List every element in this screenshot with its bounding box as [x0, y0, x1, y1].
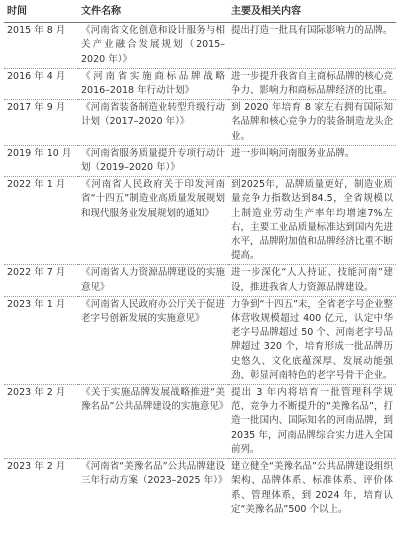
cell-content: 提出 3 年内将培育一批管理科学规范、竞争力不断提升的“美豫名品”，打造一批国内、国际知名的河南品牌，到 2035 年，河南品牌综合实力进入全国前列。	[228, 385, 396, 459]
cell-content: 进一步深化“人人持证、技能河南”建设，推进我省人力资源品牌建设。	[228, 265, 396, 296]
policy-table	[4, 5, 396, 518]
cell-time: 2022 年 7 月	[4, 265, 78, 296]
table-row	[4, 100, 396, 146]
table-row	[4, 145, 396, 176]
table-row	[4, 177, 396, 265]
cell-document: 《关于实施品牌发展战略推进“美豫名品”公共品牌建设的实施意见》	[78, 385, 228, 459]
cell-time: 2023 年 1 月	[4, 296, 78, 384]
table-row	[4, 68, 396, 99]
cell-content: 到 2020 年培育 8 家左右拥有国际知名品牌和核心竞争力的装备制造龙头企业。	[228, 100, 396, 146]
table-row	[4, 459, 396, 518]
cell-time: 2017 年 9 月	[4, 100, 78, 146]
cell-time: 2016 年 4 月	[4, 68, 78, 99]
cell-time: 2023 年 2 月	[4, 385, 78, 459]
cell-content: 进一步提升我省自主商标品牌的核心竞争力、影响力和商标品牌经济的比重。	[228, 68, 396, 99]
table-row	[4, 265, 396, 296]
table-row	[4, 23, 396, 69]
cell-document: 《河南省人民政府关于印发河南省“十四五”制造业高质量发展规划和现代服务业发展规划的通知》	[78, 177, 228, 265]
cell-document: 《河南省实施商标品牌战略 2016–2018 年行动计划》	[78, 68, 228, 99]
cell-content: 建立健全“美豫名品”公共品牌建设组织架构、品牌体系、标准体系、评价体系、管理体系，到 2024 年，培育认定“美豫名品”500 个以上。	[231, 461, 393, 515]
table-header	[4, 5, 396, 23]
cell-content: 到2025年，品牌质量更好，制造业质量竞争力指数达到84.5，全省规模以上制造业劳动生产率年均增速7%左右，主要工业品质量标准达到国内先进水平，品牌附加值和品牌经济比重不断提高。	[228, 177, 396, 265]
cell-time: 2022 年 1 月	[4, 177, 78, 265]
cell-content: 进一步叫响河南服务业品牌。	[228, 145, 396, 176]
cell-document: 《河南省人民政府办公厅关于促进老字号创新发展的实施意见》	[78, 296, 228, 384]
header-time: 时间	[4, 5, 78, 23]
table-row	[4, 296, 396, 384]
header-row	[4, 5, 396, 23]
cell-time: 2015 年 8 月	[4, 23, 78, 69]
cell-content: 力争到“十四五”末，全省老字号企业整体营收规模超过 400 亿元，认定中华老字号品牌超过 50 个、河南老字号品牌超过 320 个，培育形成一批品牌历史悠久、文化底蕴深厚、发展动能强劲、彰显河南特色的老字号骨干企业。	[228, 296, 396, 384]
header-document-name: 文件名称	[78, 5, 228, 23]
table-body	[4, 23, 396, 518]
cell-document: 《河南省服务质量提升专项行动计划（2019–2020 年）》	[78, 145, 228, 176]
cell-time: 2023 年 2 月	[7, 461, 66, 473]
cell-document: 《河南省装备制造业转型升级行动计划（2017–2020 年）》	[78, 100, 228, 146]
header-content: 主要及相关内容	[228, 5, 396, 23]
cell-document: 《河南省“美豫名品”公共品牌建设三年行动方案（2023–2025 年）》	[81, 461, 228, 487]
cell-document: 《河南省人力资源品牌建设的实施意见》	[78, 265, 228, 296]
cell-document: 《河南省文化创意和设计服务与相关产业融合发展规划（2015–2020 年）》	[78, 23, 228, 69]
cell-content: 提出打造一批具有国际影响力的品牌。	[228, 23, 396, 69]
cell-time: 2019 年 10 月	[4, 145, 78, 176]
table-row	[4, 385, 396, 459]
